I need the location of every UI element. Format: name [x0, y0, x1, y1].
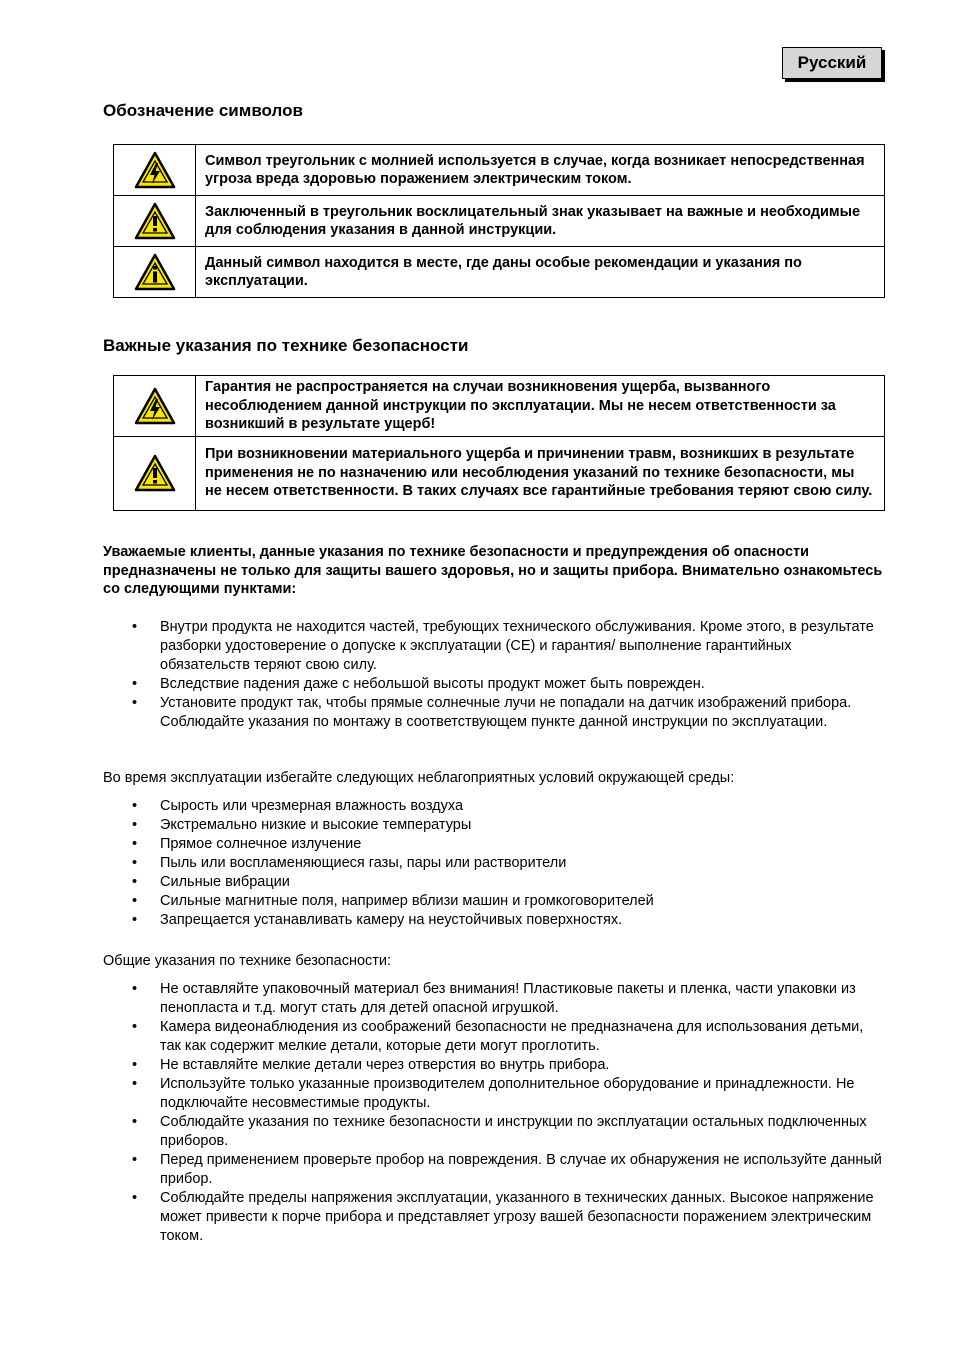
info-warning-icon — [134, 253, 176, 291]
symbol-icon-cell — [114, 145, 196, 196]
list-item: • Сырость или чрезмерная влажность воздуха — [103, 797, 883, 816]
symbol-description: Данный символ находится в месте, где даны особые рекомендации и указания по эксплуатации. — [196, 247, 885, 298]
list-item: • Перед применением проверьте пробор на повреждения. В случае их обнаружения не используйте данный прибор. — [103, 1151, 883, 1189]
safety-row — [114, 376, 885, 437]
list-item: • Запрещается устанавливать камеру на неустойчивых поверхностях. — [103, 911, 883, 930]
list-item: • Не вставляйте мелкие детали через отверстия во внутрь прибора. — [103, 1056, 883, 1075]
list-item: • Пыль или воспламеняющиеся газы, пары или растворители — [103, 854, 883, 873]
symbol-row — [114, 145, 885, 196]
safety-icon-cell — [114, 436, 196, 510]
list-item: • Соблюдайте указания по технике безопасности и инструкции по эксплуатации остальных подключенных приборов. — [103, 1113, 883, 1151]
exclamation-warning-icon — [134, 454, 176, 492]
product-notes-list — [103, 618, 883, 732]
intro-paragraph: Уважаемые клиенты, данные указания по технике безопасности и предупреждения об опасности предназначены не только для защиты вашего здоровья, но и защиты прибора. Внимательно ознакомьтесь со следующими пунктами: — [103, 544, 883, 597]
list-item: • Соблюдайте пределы напряжения эксплуатации, указанного в технических данных. Высокое напряжение может привести к порче прибора и представляет угрозу вашей безопасности поражением электрическим током. — [103, 1189, 883, 1246]
symbol-icon-cell — [114, 247, 196, 298]
list-item: • Внутри продукта не находится частей, требующих технического обслуживания. Кроме этого, в результате разборки удостоверение о допуске к эксплуатации (CE) и гарантия/ выполнение гарантийных обязательств теряют свою силу. — [103, 618, 883, 675]
safety-table — [113, 375, 885, 511]
lightning-warning-icon — [134, 387, 176, 425]
lightning-warning-icon — [134, 151, 176, 189]
safety-icon-cell — [114, 376, 196, 437]
safety-description: При возникновении материального ущерба и причинении травм, возникших в результате применения не по назначению или несоблюдения указаний по технике безопасности, мы не несем ответственности. В таких случаях все гарантийные требования теряют свою силу. — [196, 436, 885, 510]
safety-row — [114, 436, 885, 510]
symbols-table — [113, 144, 885, 298]
safety-description: Гарантия не распространяется на случаи возникновения ущерба, вызванного несоблюдением данной инструкции по эксплуатации. Мы не несем ответственности за возникший в результате ущерб! — [196, 376, 885, 437]
symbol-row — [114, 247, 885, 298]
symbol-description: Символ треугольник с молнией используется в случае, когда возникает непосредственная угроза вреда здоровью поражением электрическим током. — [196, 145, 885, 196]
exclamation-warning-icon — [134, 202, 176, 240]
symbol-icon-cell — [114, 196, 196, 247]
list-item: • Сильные магнитные поля, например вблизи машин и громкоговорителей — [103, 892, 883, 911]
list-item: • Прямое солнечное излучение — [103, 835, 883, 854]
general-intro: Общие указания по технике безопасности: — [103, 953, 392, 969]
list-item: • Экстремально низкие и высокие температуры — [103, 816, 883, 835]
environment-intro: Во время эксплуатации избегайте следующих неблагоприятных условий окружающей среды: — [103, 770, 735, 786]
symbol-description: Заключенный в треугольник восклицательный знак указывает на важные и необходимые для соблюдения указания в данной инструкции. — [196, 196, 885, 247]
language-tab: Русский — [782, 47, 882, 79]
symbol-row — [114, 196, 885, 247]
list-item: • Используйте только указанные производителем дополнительное оборудование и принадлежности. Не подключайте несовместимые продукты. — [103, 1075, 883, 1113]
environment-list — [103, 797, 883, 930]
list-item: • Не оставляйте упаковочный материал без внимания! Пластиковые пакеты и пленка, части упаковки из пенопласта и т.д. могут стать для детей опасной игрушкой. — [103, 980, 883, 1018]
list-item: • Установите продукт так, чтобы прямые солнечные лучи не попадали на датчик изображений прибора. Соблюдайте указания по монтажу в соответствующем пункте данной инструкции по эксплуатации. — [103, 694, 883, 732]
general-safety-list — [103, 980, 883, 1246]
list-item: • Вследствие падения даже с небольшой высоты продукт может быть поврежден. — [103, 675, 883, 694]
safety-heading: Важные указания по технике безопасности — [103, 336, 469, 355]
list-item: • Сильные вибрации — [103, 873, 883, 892]
symbols-heading: Обозначение символов — [103, 101, 303, 120]
list-item: • Камера видеонаблюдения из соображений безопасности не предназначена для использования детьми, так как содержит мелкие детали, которые дети могут проглотить. — [103, 1018, 883, 1056]
